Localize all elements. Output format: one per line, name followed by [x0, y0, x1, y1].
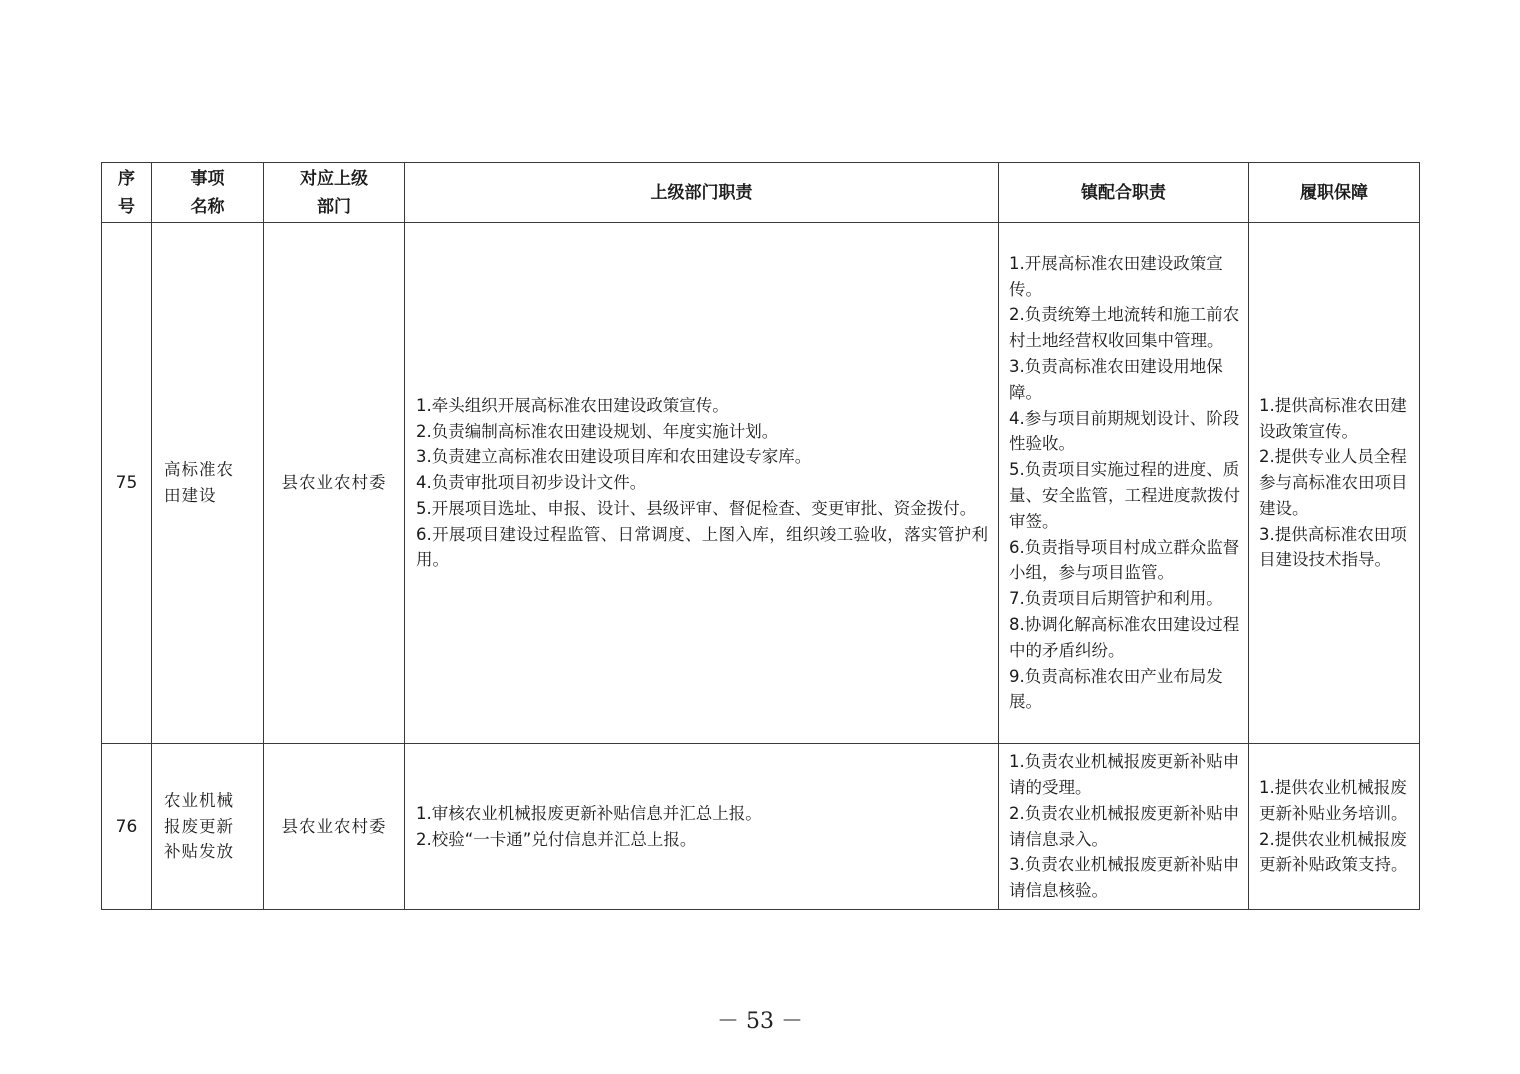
row-upper-duties: [405, 744, 999, 910]
header-name-line: 名称: [190, 196, 225, 217]
row-dept: 县农业农村委: [264, 223, 405, 744]
town-duty-item: 3.负责高标准农田建设用地保障。: [1009, 357, 1223, 402]
header-guarantee: 履职保障: [1249, 163, 1420, 223]
row-town-duties: [999, 223, 1249, 744]
town-duty-item: 5.负责项目实施过程的进度、质量、安全监管，工程进度款拨付审签。: [1009, 460, 1240, 531]
row-seq: 76: [102, 744, 152, 910]
guarantee-item: 1.提供高标准农田建设政策宣传。: [1259, 395, 1407, 441]
town-duty-item: 2.负责统筹土地流转和施工前农村土地经营权收回集中管理。: [1009, 305, 1240, 351]
page-number: － 53 －: [717, 1009, 803, 1034]
row-item-name: [152, 744, 264, 910]
guarantee-item: 3.提供高标准农田项目建设技术指导。: [1259, 524, 1407, 570]
item-name-line: 田建设: [164, 486, 217, 505]
upper-duty-item: 2.校验“一卡通”兑付信息并汇总上报。: [416, 829, 697, 849]
header-seq-line: 序: [118, 168, 135, 189]
guarantee-item: 2.提供专业人员全程参与高标准农田项目建设。: [1259, 447, 1408, 518]
guarantee-item: 1.提供农业机械报废更新补贴业务培训。: [1259, 777, 1408, 823]
guarantee-item: 2.提供农业机械报废更新补贴政策支持。: [1259, 829, 1408, 875]
header-seq: [102, 163, 152, 223]
upper-duty-item: 4.负责审批项目初步设计文件。: [416, 473, 647, 493]
town-duty-item: 9.负责高标准农田产业布局发展。: [1009, 666, 1223, 712]
row-dept: 县农业农村委: [264, 744, 405, 910]
upper-duty-item: 2.负责编制高标准农田建设规划、年度实施计划。: [416, 421, 779, 441]
item-name-line: 补贴发放: [164, 842, 234, 862]
item-name-line: 农业机械: [164, 790, 234, 810]
upper-duty-item: 1.审核农业机械报废更新补贴信息并汇总上报。: [416, 803, 762, 823]
header-upper-duty: 上级部门职责: [405, 163, 999, 223]
town-duty-item: 1.负责农业机械报废更新补贴申请的受理。: [1009, 752, 1240, 797]
row-guarantees: [1249, 223, 1420, 744]
upper-duty-item: 6.开展项目建设过程监管、日常调度、上图入库，组织竣工验收，落实管护利用。: [416, 524, 988, 570]
town-duty-item: 2.负责农业机械报废更新补贴申请信息录入。: [1009, 803, 1240, 849]
row-item-name: [152, 223, 264, 744]
town-duty-item: 3.负责农业机械报废更新补贴申请信息核验。: [1009, 855, 1240, 901]
table-row: [102, 223, 1420, 744]
row-guarantees: [1249, 744, 1420, 910]
table-header-row: [102, 163, 1420, 223]
item-name-line: 报废更新: [164, 816, 234, 836]
table-row: [102, 744, 1420, 910]
header-dept: [264, 163, 405, 223]
header-dept-line: 部门: [317, 196, 351, 217]
town-duty-item: 8.协调化解高标准农田建设过程中的矛盾纠纷。: [1009, 614, 1240, 660]
town-duty-item: 7.负责项目后期管护和利用。: [1009, 589, 1223, 609]
item-name-line: 高标准农: [164, 460, 234, 480]
town-duty-item: 1.开展高标准农田建设政策宣传。: [1009, 253, 1223, 299]
header-name-line: 事项: [190, 168, 225, 189]
upper-duty-item: 3.负责建立高标准农田建设项目库和农田建设专家库。: [416, 447, 812, 467]
row-seq: 75: [102, 223, 152, 744]
upper-duty-item: 1.牵头组织开展高标准农田建设政策宣传。: [416, 395, 729, 415]
row-upper-duties: [405, 223, 999, 744]
town-duty-item: 6.负责指导项目村成立群众监督小组，参与项目监管。: [1009, 537, 1240, 583]
header-town-duty: 镇配合职责: [999, 163, 1249, 223]
row-town-duties: [999, 744, 1249, 910]
upper-duty-item: 5.开展项目选址、申报、设计、县级评审、督促检查、变更审批、资金拨付。: [416, 498, 977, 518]
duty-table: [101, 162, 1420, 910]
header-seq-line: 号: [118, 196, 135, 217]
town-duty-item: 4.参与项目前期规划设计、阶段性验收。: [1009, 408, 1240, 454]
header-dept-line: 对应上级: [300, 168, 368, 189]
header-name: [152, 163, 264, 223]
